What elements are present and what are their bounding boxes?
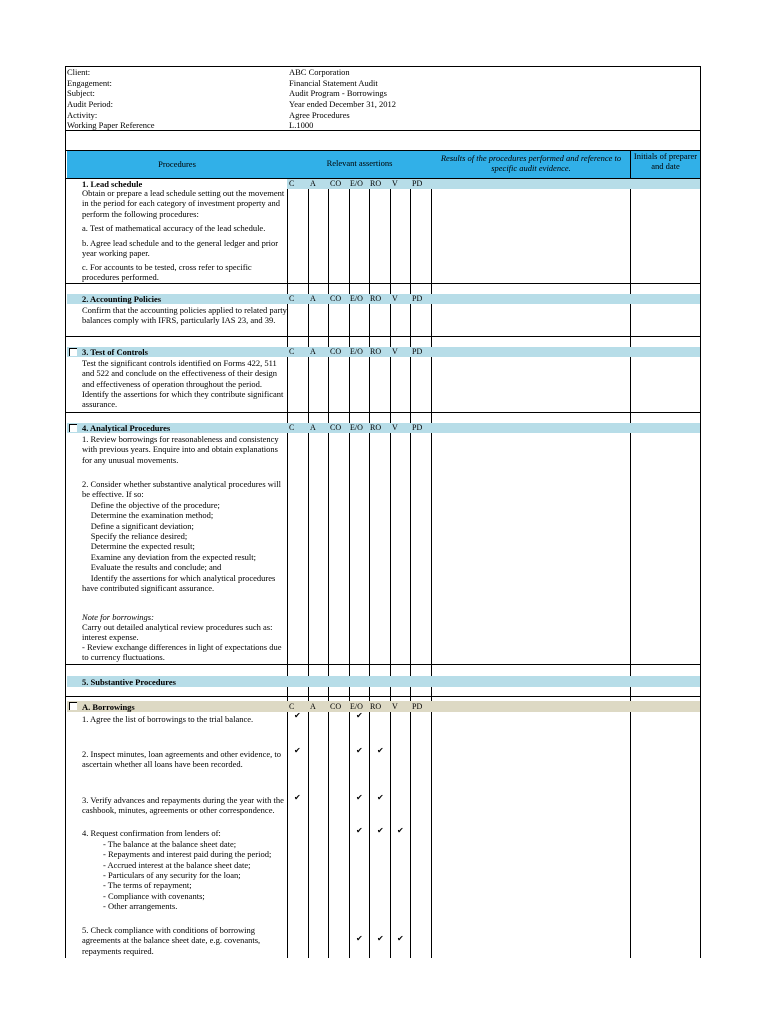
header-initials: Initials of preparer and date bbox=[633, 151, 698, 172]
check-icon: ✔ bbox=[356, 793, 363, 802]
procedure-text: 2. Consider whether substantive analytical procedures will be effective. If so: bbox=[82, 479, 281, 500]
procedure-text: b. Agree lead schedule and to the general ledger and prior year working paper. bbox=[82, 238, 279, 259]
check-icon: ✔ bbox=[397, 934, 404, 943]
check-icon: ✔ bbox=[397, 826, 404, 835]
analytical-steps-list: Define the objective of the procedure; Determine the examination method; Define a significant deviation; Specify the reliance desired; Determine the expected result; Examine any deviation from the expected result; Evaluate the results and conclude; and Identify the assertions for which analytical procedures have contributed significant assurance. bbox=[82, 500, 285, 593]
section-title-analytical-procedures: 4. Analytical Procedures bbox=[82, 423, 171, 433]
procedure-item: 1. Agree the list of borrowings to the trial balance. bbox=[82, 714, 254, 724]
check-icon: ✔ bbox=[377, 826, 384, 835]
procedure-text: Test the significant controls identified on Forms 422, 511 and 522 and conclude on the effectiveness of their design and effectiveness of operation throughout the period. Identify the assertions for which they contribute significant assurance. bbox=[82, 358, 284, 410]
section-title-borrowings: A. Borrowings bbox=[82, 702, 135, 712]
check-icon: ✔ bbox=[377, 934, 384, 943]
procedure-text: Confirm that the accounting policies applied to related party balances comply with IFRS, particularly IAS 23, and 39. bbox=[82, 305, 287, 326]
note-text: Carry out detailed analytical review procedures such as: interest expense. bbox=[82, 622, 273, 643]
check-icon: ✔ bbox=[294, 711, 301, 720]
confirmation-list: - The balance at the balance sheet date; - Repayments and interest paid during the period; - Accrued interest at the balance sheet date; - Particulars of any security for the loan; - The terms of repayment; - Compliance with covenants; - Other arrangements. bbox=[103, 839, 272, 912]
meta-label-engagement: Engagement: bbox=[67, 78, 112, 88]
section-title-test-of-controls: 3. Test of Controls bbox=[82, 347, 148, 357]
section-checkbox[interactable] bbox=[69, 348, 77, 356]
procedure-item: 2. Inspect minutes, loan agreements and other evidence, to ascertain whether all loans have been recorded. bbox=[82, 749, 281, 770]
meta-label-activity: Activity: bbox=[67, 110, 98, 120]
procedure-text: c. For accounts to be tested, cross refer to specific procedures performed. bbox=[82, 262, 252, 283]
check-icon: ✔ bbox=[294, 746, 301, 755]
check-icon: ✔ bbox=[356, 934, 363, 943]
meta-label-subject: Subject: bbox=[67, 88, 95, 98]
check-icon: ✔ bbox=[294, 793, 301, 802]
procedure-item: 5. Check compliance with conditions of borrowing agreements at the balance sheet date, e.g. covenants, repayments required. bbox=[82, 925, 261, 956]
meta-value-wp-ref: L.1000 bbox=[289, 120, 314, 130]
meta-value-engagement: Financial Statement Audit bbox=[289, 78, 378, 88]
procedure-text: a. Test of mathematical accuracy of the lead schedule. bbox=[82, 223, 266, 233]
check-icon: ✔ bbox=[356, 746, 363, 755]
meta-value-subject: Audit Program - Borrowings bbox=[289, 88, 387, 98]
procedure-text: 1. Review borrowings for reasonableness and consistency with previous years. Enquire into and obtain explanations for any unusual movements. bbox=[82, 434, 279, 465]
meta-label-period: Audit Period: bbox=[67, 99, 114, 109]
check-icon: ✔ bbox=[377, 793, 384, 802]
note-title: Note for borrowings: bbox=[82, 612, 154, 622]
meta-label-client: Client: bbox=[67, 67, 91, 77]
check-icon: ✔ bbox=[356, 711, 363, 720]
meta-value-period: Year ended December 31, 2012 bbox=[289, 99, 397, 109]
header-results: Results of the procedures performed and reference to specific audit evidence. bbox=[440, 153, 622, 174]
header-procedures: Procedures bbox=[158, 159, 196, 169]
check-icon: ✔ bbox=[356, 826, 363, 835]
section-title-lead-schedule: 1. Lead schedule bbox=[82, 179, 143, 189]
meta-value-client: ABC Corporation bbox=[289, 67, 350, 77]
header-assertions: Relevant assertions bbox=[326, 158, 393, 168]
meta-value-activity: Agree Procedures bbox=[289, 110, 350, 120]
procedure-item: 3. Verify advances and repayments during the year with the cashbook, minutes, agreements or other correspondence. bbox=[82, 795, 284, 816]
note-text: - Review exchange differences in light of expectations due to currency fluctuations. bbox=[82, 642, 282, 663]
section-checkbox[interactable] bbox=[69, 702, 77, 710]
procedure-text: Obtain or prepare a lead schedule setting out the movement in the period for each category of investment property and perform the following procedures: bbox=[82, 188, 285, 219]
check-icon: ✔ bbox=[377, 746, 384, 755]
meta-label-wp-ref: Working Paper Reference bbox=[67, 120, 155, 130]
section-band bbox=[67, 701, 700, 712]
section-checkbox[interactable] bbox=[69, 424, 77, 432]
section-title-accounting-policies: 2. Accounting Policies bbox=[82, 294, 162, 304]
procedure-item: 4. Request confirmation from lenders of: bbox=[82, 828, 221, 838]
section-title-substantive-procedures: 5. Substantive Procedures bbox=[82, 677, 176, 687]
